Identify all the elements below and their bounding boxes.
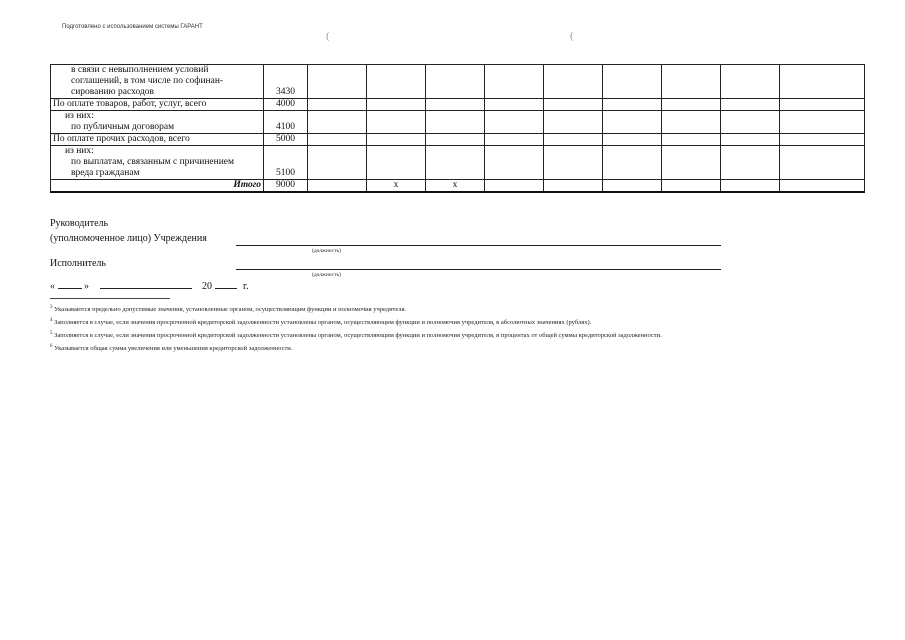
value-cell [426,146,485,180]
footnote [50,328,880,341]
value-cell [662,134,721,146]
footnote-text: Указывается общая сумма увеличения или уменьшения кредиторской задолженности. [54,345,293,353]
row-name-line: из них: [65,146,94,156]
value-cell [367,65,426,99]
value-cell [662,146,721,180]
row-name-cell [51,134,264,146]
value-cell [308,65,367,99]
value-cell [544,111,603,134]
value-cell [426,99,485,111]
value-cell: х [426,180,485,193]
value-cell [544,134,603,146]
row-name-line: вреда гражданам [71,168,140,178]
row-code-cell: 4100 [264,111,308,134]
footnote [50,302,880,315]
row-name-cell [51,146,264,180]
value-cell [367,99,426,111]
value-cell [721,134,780,146]
table-row [51,65,865,99]
value-cell [367,111,426,134]
value-cell [603,65,662,99]
footnote [50,315,880,328]
value-cell [662,111,721,134]
value-cell [662,99,721,111]
value-cell [544,65,603,99]
executor-label: Исполнитель [50,258,106,269]
row-name-cell [51,99,264,111]
date-close-quote: » [84,281,89,292]
value-cell [485,146,544,180]
value-cell [485,134,544,146]
value-cell [367,134,426,146]
value-cell [367,146,426,180]
row-code-cell: 3430 [264,65,308,99]
day-blank [58,288,82,289]
footnote-text: Указываются предельно допустимые значения, установленные органом, осуществляющим функции и полномочия учредителя. [54,306,407,314]
row-name-line: Итого [233,180,261,190]
value-cell [308,146,367,180]
date-open-quote: « [50,281,55,292]
footnote-mark: 3 [50,305,53,310]
value-cell [780,65,865,99]
value-cell [603,146,662,180]
table-row [51,146,865,180]
value-cell [426,134,485,146]
value-cell [780,146,865,180]
table-row [51,99,865,111]
value-cell [780,99,865,111]
value-cell [603,180,662,193]
head-label: Руководитель [50,218,109,229]
position-caption: (должность) [312,248,341,254]
value-cell [662,65,721,99]
value-cell [603,99,662,111]
value-cell [308,180,367,193]
month-blank [100,288,192,289]
row-name-cell [51,65,264,99]
value-cell [780,134,865,146]
value-cell [544,99,603,111]
row-name-cell [51,111,264,134]
row-name-line: из них: [65,111,94,121]
year-blank [215,288,237,289]
value-cell [426,111,485,134]
document-source-note: Подготовлено с использованием системы ГАРАНТ [62,24,203,30]
value-cell [308,111,367,134]
value-cell [485,111,544,134]
value-cell [721,111,780,134]
value-cell [721,99,780,111]
table-row [51,180,865,193]
value-cell [780,111,865,134]
row-code-cell: 5100 [264,146,308,180]
head-label-sub: (уполномоченное лицо) Учреждения [50,233,207,244]
row-name-line: сированию расходов [71,87,155,97]
footnote-mark: 6 [50,344,53,350]
report-table [50,64,865,193]
head-signature-line [236,245,721,246]
footnote-mark: 4 [50,318,53,324]
footnote [50,341,880,354]
value-cell [308,134,367,146]
footnote-mark: 5 [50,331,53,337]
value-cell [780,180,865,193]
value-cell [485,65,544,99]
value-cell [603,111,662,134]
value-cell [544,146,603,180]
value-cell [603,134,662,146]
date-line [50,281,248,292]
value-cell [721,146,780,180]
value-cell [308,99,367,111]
row-code-cell: 5000 [264,134,308,146]
value-cell: х [367,180,426,193]
table-row [51,111,865,134]
row-name-line: соглашений, в том числе по софинан- [71,76,224,86]
value-cell [721,180,780,193]
row-name-cell [51,180,264,193]
row-name-line: по публичным договорам [71,122,175,132]
value-cell [721,65,780,99]
year-suffix: г. [243,281,249,292]
row-name-line: По оплате прочих расходов, всего [53,134,190,144]
scan-artifact-bracket: ( [326,30,330,42]
value-cell [544,180,603,193]
footnotes [50,302,880,355]
row-name-line: по выплатам, связанным с причинением [71,157,235,167]
value-cell [485,99,544,111]
executor-signature-line [236,269,721,270]
row-code-cell: 4000 [264,99,308,111]
footnote-text: Заполняется в случае, если значения просроченной кредиторской задолженности установлены органом, осуществляющим функции и полномочия учредителя, в процентах от общей суммы кредиторской задолженности. [54,332,662,340]
footnote-text: Заполняется в случае, если значения просроченной кредиторской задолженности установлены органом, осуществляющим функции и полномочия учредителя, в абсолютных значениях (рублях). [54,319,592,327]
value-cell [426,65,485,99]
position-caption: (должность) [312,272,341,278]
row-name-line: По оплате товаров, работ, услуг, всего [53,99,207,109]
row-name-line: в связи с невыполнением условий [71,65,209,75]
row-code-cell: 9000 [264,180,308,193]
value-cell [485,180,544,193]
value-cell [662,180,721,193]
scan-artifact-bracket: ( [570,30,574,42]
footnote-separator [50,298,170,299]
table-row [51,134,865,146]
year-prefix: 20 [202,281,212,292]
